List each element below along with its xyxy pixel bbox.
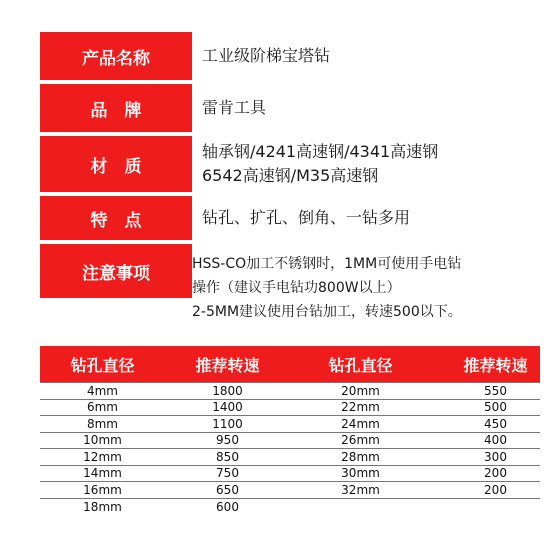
cell-diameter: 18mm	[83, 499, 122, 514]
cell-diameter: 20mm	[341, 383, 380, 398]
spec-value-feature: 钻孔、扩孔、倒角、一钻多用	[202, 208, 411, 227]
spec-label-feature: 特 点	[40, 196, 192, 240]
cell-speed: 1800	[212, 383, 243, 398]
cell-speed: 450	[484, 416, 507, 431]
spec-row-feature	[40, 196, 540, 240]
cell-diameter: 28mm	[341, 449, 380, 464]
table-row	[40, 433, 540, 450]
spec-row-material	[40, 136, 540, 192]
cell-speed: 400	[484, 433, 507, 448]
speed-table-body	[40, 382, 540, 515]
cell-diameter: 24mm	[341, 416, 380, 431]
notes-line-2: 操作（建议手电钻功800W以上）	[192, 280, 401, 296]
table-row	[40, 416, 540, 433]
table-row	[40, 466, 540, 483]
cell-speed: 650	[216, 482, 239, 497]
table-row	[40, 449, 540, 466]
cell-speed: 1100	[212, 416, 243, 431]
spec-value-notes	[192, 244, 462, 320]
spec-value-name: 工业级阶梯宝塔钻	[202, 46, 331, 65]
spec-value-material	[192, 136, 438, 192]
spec-label-notes: 注意事项	[40, 244, 192, 298]
cell-diameter: 30mm	[341, 466, 380, 481]
cell-speed: 950	[216, 433, 239, 448]
cell-diameter: 22mm	[341, 400, 380, 415]
cell-diameter: 26mm	[341, 433, 380, 448]
cell-speed: 600	[216, 499, 239, 514]
cell-diameter: 14mm	[83, 466, 122, 481]
cell-diameter: 12mm	[83, 449, 122, 464]
table-row	[40, 400, 540, 417]
cell-speed: 750	[216, 466, 239, 481]
cell-speed: 200	[484, 482, 507, 497]
table-row	[40, 499, 540, 516]
spec-row-brand	[40, 84, 540, 132]
cell-diameter: 8mm	[86, 416, 118, 431]
cell-diameter: 16mm	[83, 482, 122, 497]
spec-sheet	[40, 32, 540, 320]
spec-row-notes	[40, 244, 540, 320]
table-row	[40, 482, 540, 499]
speed-table	[40, 346, 540, 515]
spec-value-brand: 雷肯工具	[202, 98, 267, 117]
spec-label-material: 材 质	[40, 136, 192, 192]
header-diameter-left: 钻孔直径	[70, 355, 135, 375]
cell-speed: 1400	[212, 400, 243, 415]
notes-line-3: 2-5MM建议使用台钻加工，转速500以下。	[192, 304, 462, 320]
cell-diameter: 32mm	[341, 482, 380, 497]
table-row	[40, 383, 540, 400]
header-diameter-right: 钻孔直径	[328, 355, 393, 375]
spec-label-brand: 品 牌	[40, 84, 192, 132]
spec-row-name	[40, 32, 540, 80]
cell-diameter: 4mm	[86, 383, 118, 398]
cell-diameter: 6mm	[86, 400, 118, 415]
cell-speed: 850	[216, 449, 239, 464]
material-line-1: 轴承钢/4241高速钢/4341高速钢	[202, 142, 439, 161]
cell-speed: 200	[484, 466, 507, 481]
header-speed-left: 推荐转速	[195, 355, 260, 375]
cell-speed: 550	[484, 383, 507, 398]
cell-speed: 300	[484, 449, 507, 464]
notes-line-1: HSS-CO加工不锈钢时，1MM可使用手电钻	[192, 256, 462, 272]
cell-speed	[433, 499, 558, 516]
cell-diameter	[298, 499, 423, 516]
header-speed-right: 推荐转速	[463, 355, 528, 375]
speed-table-header	[40, 346, 540, 382]
material-line-2: 6542高速钢/M35高速钢	[202, 166, 379, 185]
cell-speed: 500	[484, 400, 507, 415]
cell-diameter: 10mm	[83, 433, 122, 448]
spec-label-name: 产品名称	[40, 32, 192, 80]
